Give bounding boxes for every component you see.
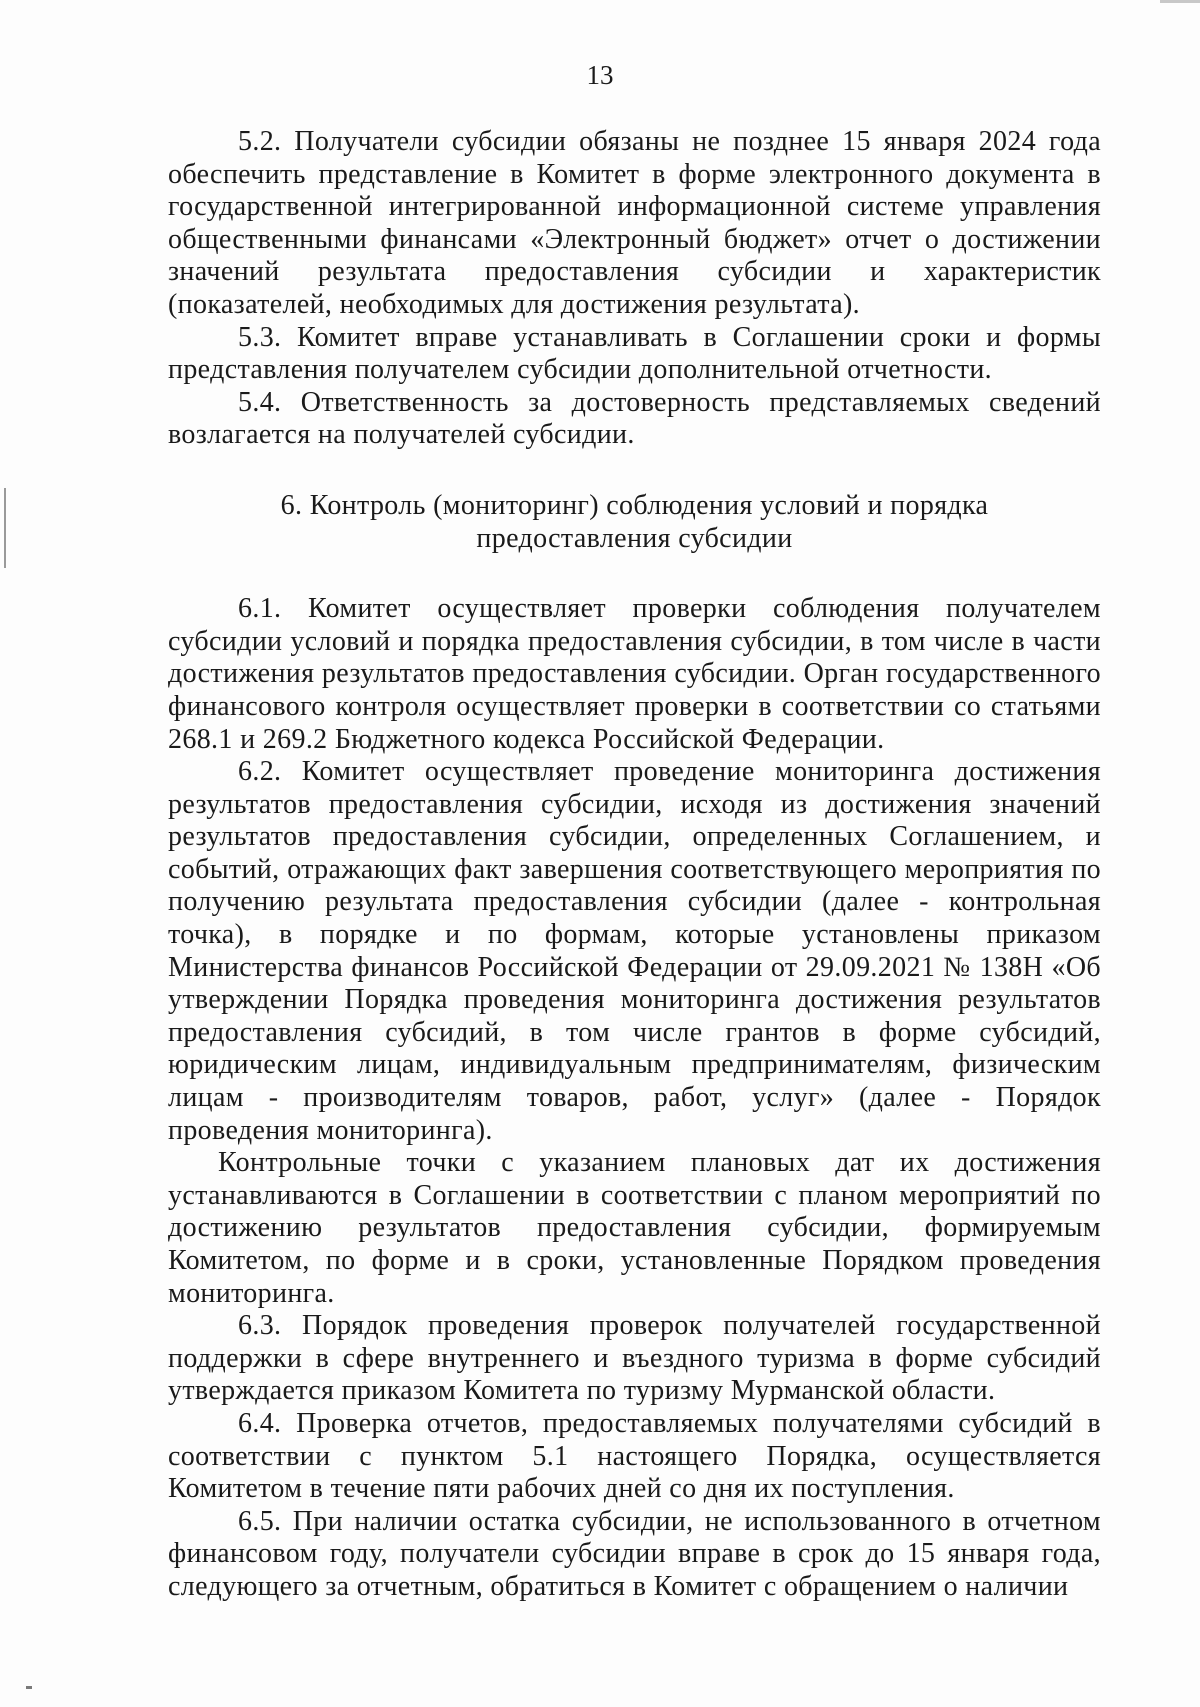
paragraph-6-2: 6.2. Комитет осуществляет проведение мониторинга достижения результатов предоставления субсидии, исходя из достижения значений результатов предоставления субсидии, определенных Соглашением, и событий, отражающих факт завершения соответствующего мероприятия по получению результата предоставления субсидии (далее - контрольная точка), в порядке и по формам, которые установлены приказом Министерства финансов Российской Федерации от 29.09.2021 № 138Н «Об утверждении Порядка проведения мониторинга достижения результатов предоставления субсидий, в том числе грантов в форме субсидий, юридическим лицам, индивидуальным предпринимателям, физическим лицам - производителям товаров, работ, услуг» (далее - Порядок проведения мониторинга). xyxy=(168,756,1101,1146)
page-number: 13 xyxy=(586,60,614,90)
paragraph-5-2: 5.2. Получатели субсидии обязаны не позднее 15 января 2024 года обеспечить представление в Комитет в форме электронного документа в государственной интегрированной информационной системе управления общественными финансами «Электронный бюджет» отчет о достижении значений результата предоставления субсидии и характеристик (показателей, необходимых для достижения результата). xyxy=(168,126,1101,320)
scan-artifact-left xyxy=(4,488,6,568)
section-heading-line-1: 6. Контроль (мониторинг) соблюдения условий и порядка xyxy=(280,489,989,521)
section-6-heading xyxy=(168,490,1101,555)
paragraph-6-3: 6.3. Порядок проведения проверок получателей государственной поддержки в сфере внутреннего и въездного туризма в форме субсидий утверждается приказом Комитета по туризму Мурманской области. xyxy=(168,1310,1101,1407)
section-heading-line-2: предоставления субсидии xyxy=(476,522,793,554)
paragraph-6-5: 6.5. При наличии остатка субсидии, не использованного в отчетном финансовом году, получатели субсидии вправе в срок до 15 января года, следующего за отчетным, обратиться в Комитет с обращением о наличии xyxy=(168,1505,1101,1602)
paragraph-control-points: Контрольные точки с указанием плановых дат их достижения устанавливаются в Соглашении в соответствии с планом мероприятий по достижению результатов предоставления субсидии, формируемым Комитетом, по форме и в сроки, установленные Порядком проведения мониторинга. xyxy=(168,1147,1101,1309)
scan-artifact-bottom xyxy=(26,1686,32,1689)
paragraph-6-4: 6.4. Проверка отчетов, предоставляемых получателями субсидий в соответствии с пунктом 5.1 настоящего Порядка, осуществляется Комитетом в течение пяти рабочих дней со дня их поступления. xyxy=(168,1407,1101,1505)
paragraph-6-1: 6.1. Комитет осуществляет проверки соблюдения получателем субсидии условий и порядка предоставления субсидии, в том числе в части достижения результатов предоставления субсидии. Орган государственного финансового контроля осуществляет проверки в соответствии со статьями 268.1 и 269.2 Бюджетного кодекса Российской Федерации. xyxy=(168,593,1101,755)
paragraph-5-4: 5.4. Ответственность за достоверность представляемых сведений возлагается на получателей субсидии. xyxy=(168,386,1101,451)
document-body xyxy=(168,126,1101,1604)
scan-artifact-top xyxy=(1160,0,1200,3)
paragraph-5-3: 5.3. Комитет вправе устанавливать в Соглашении сроки и формы представления получателем субсидии дополнительной отчетности. xyxy=(168,321,1101,386)
